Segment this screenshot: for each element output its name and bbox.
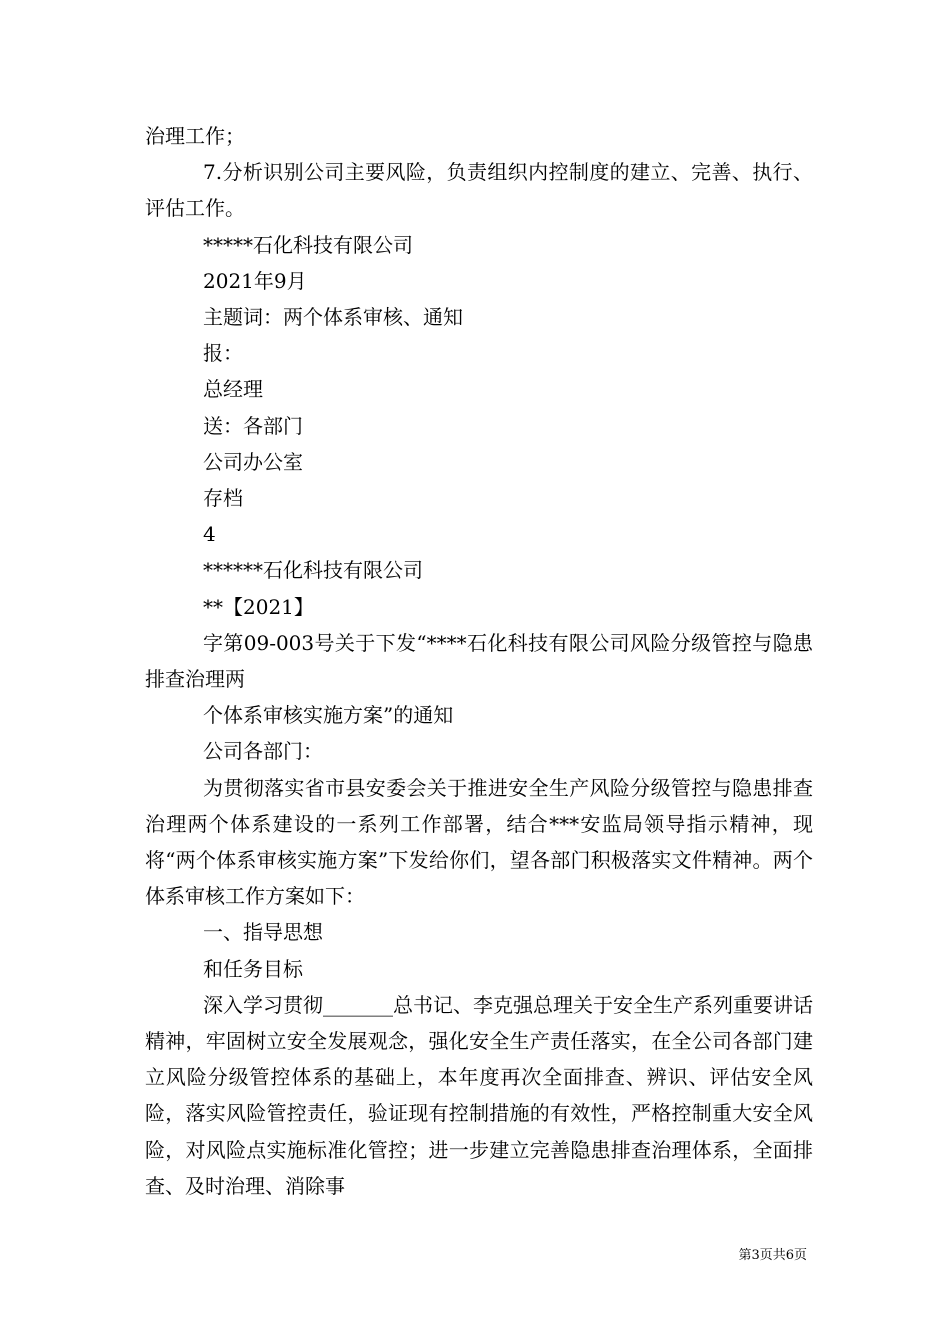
report-to-label: 报： xyxy=(203,341,243,366)
paragraph: 为贯彻落实省市县安委会关于推进安全生产风险分级管控与隐患排查治理两个体系建设的一系列工作部署，结合***安监局领导指示精神，现将“两个体系审核实施方案”下发给你们，望各部门积极落实文件精神。两个体系审核工作方案如下： xyxy=(145,775,813,909)
report-to-recipient: 总经理 xyxy=(203,377,263,402)
document-date: 2021年9月 xyxy=(203,268,307,293)
document-number-prefix: **【2021】 xyxy=(203,594,314,619)
paragraph: 治理工作； xyxy=(145,124,245,148)
salutation: 公司各部门： xyxy=(203,739,323,764)
notice-title-line-1: 字第09-003号关于下发“****石化科技有限公司风险分级管控与隐患排查治理两 xyxy=(145,630,813,692)
page-number-marker: 4 xyxy=(203,522,216,547)
company-name: *****石化科技有限公司 xyxy=(203,232,413,257)
subject-keywords: 主题词：两个体系审核、通知 xyxy=(203,305,463,330)
send-to-recipient: 公司办公室 xyxy=(203,449,303,474)
section-heading: 一、指导思想 xyxy=(203,920,323,945)
paragraph: 7.分析识别公司主要风险，负责组织内控制度的建立、完善、执行、评估工作。 xyxy=(145,160,813,221)
page-footer: 第3页共6页 xyxy=(738,1248,807,1263)
document-body xyxy=(145,118,813,1204)
notice-title-line-2: 个体系审核实施方案”的通知 xyxy=(203,703,454,728)
paragraph: 深入学习贯彻_______总书记、李克强总理关于安全生产系列重要讲话精神，牢固树立安全发展观念，强化安全生产责任落实，在全公司各部门建立风险分级管控体系的基础上，本年度再次全面排查、辨识、评估安全风险，落实风险管控责任，验证现有控制措施的有效性，严格控制重大安全风险，对风险点实施标准化管控；进一步建立完善隐患排查治理体系，全面排查、及时治理、消除事 xyxy=(145,992,813,1198)
issuer-name: ******石化科技有限公司 xyxy=(203,558,423,583)
section-heading-continuation: 和任务目标 xyxy=(203,956,303,981)
archive-label: 存档 xyxy=(203,486,243,511)
send-to-label: 送：各部门 xyxy=(203,413,303,438)
